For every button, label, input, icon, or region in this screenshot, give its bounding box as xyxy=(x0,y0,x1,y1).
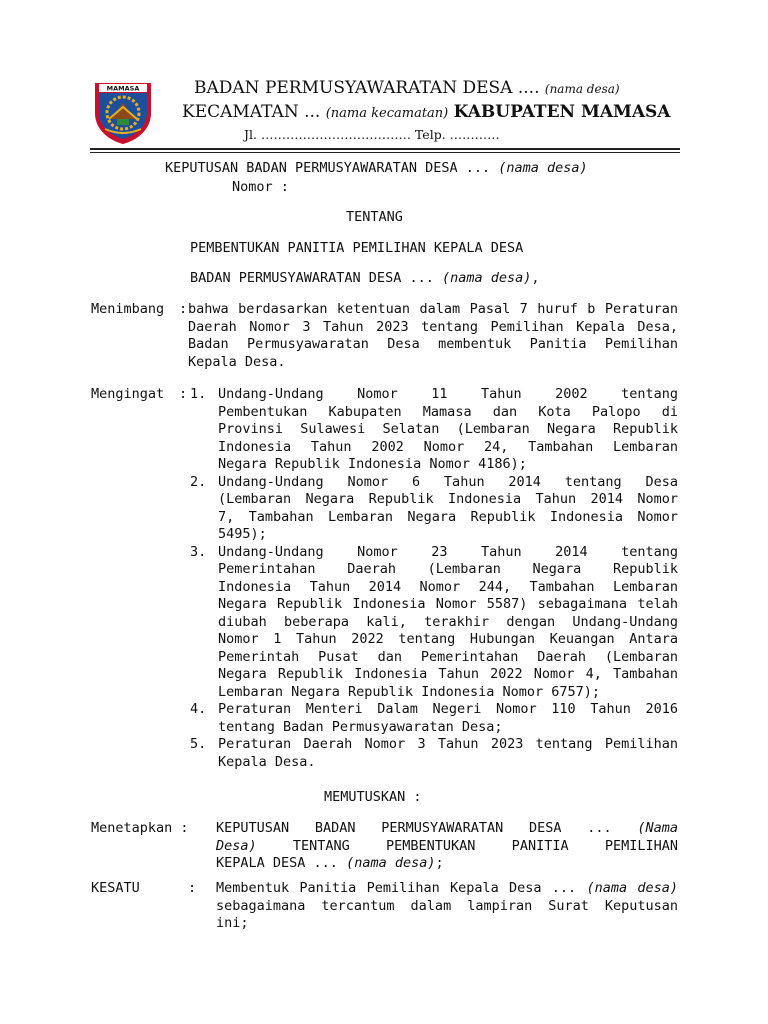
menetapkan-line xyxy=(216,855,678,873)
decree-title-note: (nama desa) xyxy=(498,160,588,176)
kesatu-label: KESATU xyxy=(91,880,140,896)
item-line: diubah beberapa kali, terakhir dengan Undang-Undang xyxy=(218,613,678,630)
menetapkan-note: (nama desa) xyxy=(346,855,436,871)
issuer-text: BADAN PERMUSYAWARATAN DESA ... xyxy=(190,270,434,286)
item-line: Undang-Undang Nomor 6 Tahun 2014 tentang Desa xyxy=(218,473,678,490)
item-line: Negara Republik Indonesia Nomor 5587) sebagaimana telah xyxy=(218,596,678,612)
tentang-heading: TENTANG xyxy=(346,209,403,225)
item-line: Pemerintahan Daerah (Lembaran Negara Republik xyxy=(218,561,678,577)
kabupaten-name: KABUPATEN MAMASA xyxy=(453,102,671,122)
item-number: 5. xyxy=(190,736,207,752)
item-line: Pembentukan Kabupaten Mamasa dan Kota Palopo di xyxy=(218,403,678,420)
kecamatan-note: (nama kecamatan) xyxy=(325,106,449,121)
menetapkan-line xyxy=(216,838,678,856)
kesatu-line: ini; xyxy=(216,915,249,931)
letterhead-rule-thick xyxy=(90,148,680,150)
menimbang-line: Badan Permusyawaratan Desa membentuk Panitia Pemilihan xyxy=(188,336,678,352)
menimbang-colon: : xyxy=(179,301,188,317)
menetapkan-line xyxy=(216,820,678,838)
menetapkan-text: KEPUTUSAN BADAN PERMUSYAWARATAN DESA ... xyxy=(216,820,612,836)
mengingat-list xyxy=(190,386,678,771)
memutuskan-heading: MEMUTUSKAN : xyxy=(324,789,422,805)
menimbang-line: Daerah Nomor 3 Tahun 2023 tentang Pemilihan Kepala Desa, xyxy=(188,318,678,335)
menimbang-line: Kepala Desa. xyxy=(188,353,286,370)
menetapkan-body xyxy=(216,820,678,873)
item-number: 4. xyxy=(190,701,207,717)
issuer-end: , xyxy=(531,270,540,286)
mamasa-regency-logo xyxy=(91,79,155,145)
menimbang-body xyxy=(188,301,678,371)
logo-text: MAMASA xyxy=(106,84,140,93)
decree-title-text: KEPUTUSAN BADAN PERMUSYAWARATAN DESA ... xyxy=(165,160,491,176)
item-line: 7, Tambahan Lembaran Negara Republik Indonesia Nomor xyxy=(218,508,678,525)
menimbang-label: Menimbang xyxy=(91,301,165,317)
mengingat-item xyxy=(190,701,678,736)
decree-subject: PEMBENTUKAN PANITIA PEMILIHAN KEPALA DESA xyxy=(190,240,524,256)
item-line: 5495); xyxy=(218,526,267,542)
item-line: Indonesia Tahun 2014 Nomor 244, Tambahan Lembaran xyxy=(218,578,678,595)
item-number: 3. xyxy=(190,543,207,560)
decree-number: Nomor : xyxy=(232,179,289,195)
item-line: Indonesia Tahun 2002 Nomor 24, Tambahan Lembaran xyxy=(218,438,678,455)
item-line: Lembaran Negara Republik Indonesia Nomor 6757); xyxy=(218,683,601,700)
item-line: Pemerintah Pusat dan Pemerintahan Daerah (Lembaran xyxy=(218,648,678,665)
item-line: tentang Badan Permusyawaratan Desa; xyxy=(218,718,503,735)
org-name: BADAN PERMUSYAWARATAN DESA .... xyxy=(194,78,540,98)
item-line: Undang-Undang Nomor 23 Tahun 2014 tentang xyxy=(218,543,678,560)
letterhead-rule-thin xyxy=(90,152,680,153)
item-line: Negara Republik Indonesia Tahun 2022 Nomor 4, Tambahan xyxy=(218,666,678,682)
mengingat-colon: : xyxy=(179,386,188,402)
item-line: (Lembaran Negara Republik Indonesia Tahun 2014 Nomor xyxy=(218,491,678,507)
item-line: Peraturan Daerah Nomor 3 Tahun 2023 tentang Pemilihan xyxy=(218,736,678,752)
menetapkan-note: (Nama xyxy=(637,820,678,836)
org-name-note: (nama desa) xyxy=(544,82,620,96)
letterhead-line1 xyxy=(194,78,620,98)
letterhead-line2 xyxy=(182,102,670,122)
mengingat-label: Mengingat xyxy=(91,386,165,402)
menimbang-line: bahwa berdasarkan ketentuan dalam Pasal 7 huruf b Peraturan xyxy=(188,301,678,317)
decree-title xyxy=(165,160,588,178)
item-line: Peraturan Menteri Dalam Negeri Nomor 110 Tahun 2016 xyxy=(218,701,678,717)
issuer-note: (nama desa) xyxy=(441,270,532,286)
mengingat-item xyxy=(190,736,678,771)
mengingat-item xyxy=(190,386,678,474)
kesatu-body xyxy=(216,880,678,933)
kesatu-note: (nama desa) xyxy=(586,880,678,896)
mengingat-item xyxy=(190,544,678,702)
letterhead-address: Jl. ……………………………… Telp. ………… xyxy=(244,127,500,142)
item-line: Undang-Undang Nomor 11 Tahun 2002 tentang xyxy=(218,386,678,402)
item-line: Kepala Desa. xyxy=(218,753,316,770)
menetapkan-text: TENTANG PEMBENTUKAN PANITIA PEMILIHAN xyxy=(292,837,678,854)
menetapkan-end: ; xyxy=(435,855,444,871)
menetapkan-text: KEPALA DESA ... xyxy=(216,855,338,871)
kesatu-line: sebagaimana tercantum dalam lampiran Surat Keputusan xyxy=(216,897,678,914)
kesatu-colon: : xyxy=(188,880,197,896)
kesatu-line xyxy=(216,880,678,898)
item-number: 1. xyxy=(190,386,207,402)
kecamatan-label: KECAMATAN ... xyxy=(182,102,321,122)
item-line: Provinsi Sulawesi Selatan (Lembaran Negara Republik xyxy=(218,421,678,437)
item-line: Negara Republik Indonesia Nomor 4186); xyxy=(218,456,527,472)
menetapkan-label: Menetapkan : xyxy=(91,820,189,836)
menetapkan-note: Desa) xyxy=(216,837,257,854)
item-number: 2. xyxy=(190,473,207,490)
mengingat-item xyxy=(190,474,678,544)
decree-issuer xyxy=(190,270,540,288)
item-line: Nomor 1 Tahun 2022 tentang Hubungan Keuangan Antara xyxy=(218,631,678,647)
kesatu-text: Membentuk Panitia Pemilihan Kepala Desa ... xyxy=(216,880,577,896)
